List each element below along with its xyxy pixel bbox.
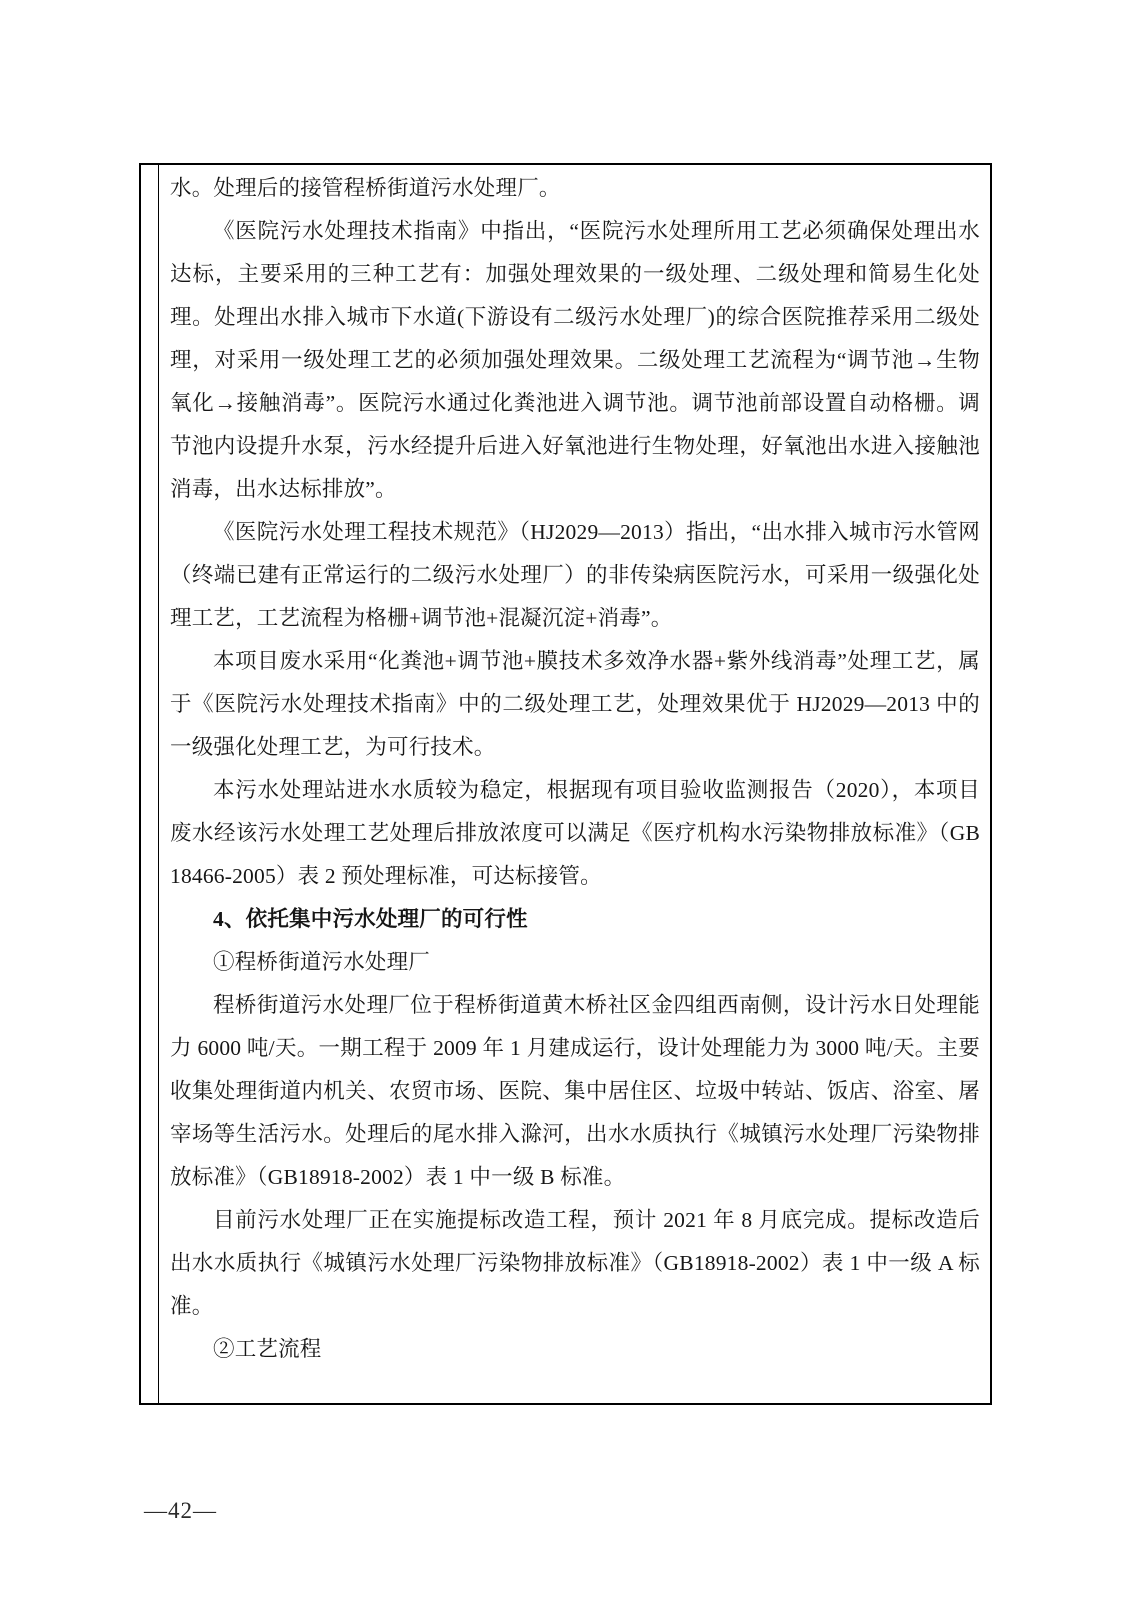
paragraph: 《医院污水处理工程技术规范》（HJ2029—2013）指出，“出水排入城市污水管网（终端已建有正常运行的二级污水处理厂）的非传染病医院污水，可采用一级强化处理工艺，工艺流程为格栅+调节池+混凝沉淀+消毒”。 xyxy=(170,520,980,630)
section-heading: 4、依托集中污水处理厂的可行性 xyxy=(213,907,528,931)
paragraph: 程桥街道污水处理厂位于程桥街道黄木桥社区金四组西南侧，设计污水日处理能力 6000 吨/天。一期工程于 2009 年 1 月建成运行，设计处理能力为 3000 吨/天。主要收集处理街道内机关、农贸市场、医院、集中居住区、垃圾中转站、饭店、浴室、屠宰场等生活污水。处理后的尾水排入滁河，出水水质执行《城镇污水处理厂污染物排放标准》（GB18918-2002）表 1 中一级 B 标准。 xyxy=(170,993,980,1189)
paragraph: ①程桥街道污水处理厂 xyxy=(213,950,431,974)
paragraph: 水。处理后的接管程桥街道污水处理厂。 xyxy=(170,176,561,200)
content-table xyxy=(139,163,992,1405)
paragraph: 本项目废水采用“化粪池+调节池+膜技术多效净水器+紫外线消毒”处理工艺，属于《医院污水处理技术指南》中的二级处理工艺，处理效果优于 HJ2029—2013 中的一级强化处理工艺，为可行技术。 xyxy=(170,649,980,759)
table-content-cell xyxy=(159,165,990,1403)
page-number: —42— xyxy=(144,1498,217,1523)
paragraph: ②工艺流程 xyxy=(213,1337,322,1361)
paragraph: 《医院污水处理技术指南》中指出，“医院污水处理所用工艺必须确保处理出水达标，主要采用的三种工艺有：加强处理效果的一级处理、二级处理和简易生化处理。处理出水排入城市下水道(下游设有二级污水处理厂)的综合医院推荐采用二级处理，对采用一级处理工艺的必须加强处理效果。二级处理工艺流程为“调节池→生物氧化→接触消毒”。医院污水通过化粪池进入调节池。调节池前部设置自动格栅。调节池内设提升水泵，污水经提升后进入好氧池进行生物处理，好氧池出水进入接触池消毒，出水达标排放”。 xyxy=(170,219,980,501)
table-side-column xyxy=(141,165,159,1403)
paragraph: 本污水处理站进水水质较为稳定，根据现有项目验收监测报告（2020），本项目废水经该污水处理工艺处理后排放浓度可以满足《医疗机构水污染物排放标准》（GB18466-2005）表 2 预处理标准，可达标接管。 xyxy=(170,778,980,888)
paragraph: 目前污水处理厂正在实施提标改造工程，预计 2021 年 8 月底完成。提标改造后出水水质执行《城镇污水处理厂污染物排放标准》（GB18918-2002）表 1 中一级 A 标准。 xyxy=(170,1208,980,1318)
